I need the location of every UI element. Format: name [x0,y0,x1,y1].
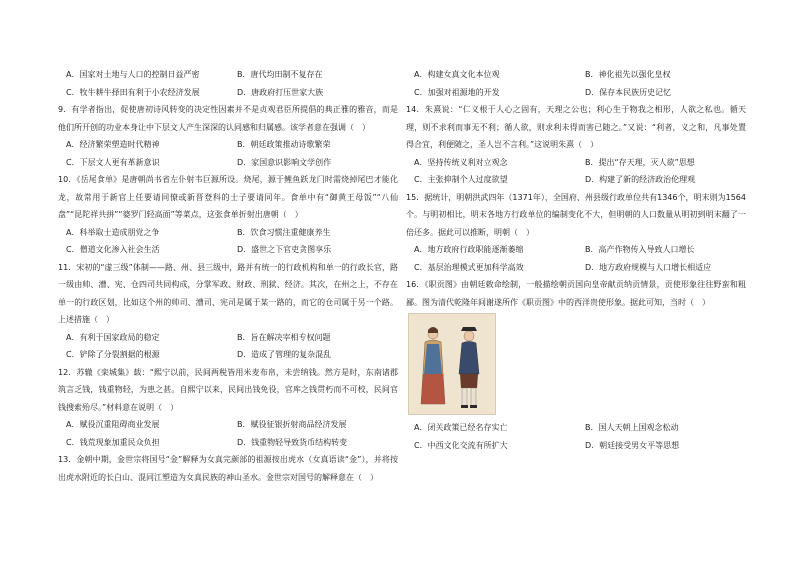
option-c[interactable]: C．中西文化交流有所扩大 [414,440,508,450]
question-16: 16．《职贡图》由朝廷敕命绘制，一般描绘朝贡国向皇帝献贡纳贡情景，贡使形象往往野蛮和粗鄙。图为清代乾隆年间谢遂所作《职贡图》中的西洋贵使形象。据此可知，当时（ ） [406,280,746,307]
right-column [406,66,746,454]
options-q15 [406,241,746,276]
option-a[interactable]: A．有利于国家政局的稳定 [66,332,160,342]
options-q11 [58,329,398,364]
option-a[interactable]: A．地方政府行政职能逐渐萎缩 [414,245,524,254]
options-q14 [406,154,746,189]
options-q16 [406,419,746,454]
option-a[interactable]: A．科举取士造成朋党之争 [66,227,160,237]
option-b[interactable]: B．朝廷政策推动诗歌繁荣 [237,140,331,149]
option-d[interactable]: D．保存本民族历史记忆 [585,87,672,97]
option-b[interactable]: B．唐代均田制不复存在 [237,70,323,79]
question-14: 14．朱熹说：“仁义根于人心之固有，天理之公也；利心生于物我之相形，人欲之私也。循天理，则不求利而事无不利；循人欲，则求利未得而害已随之。”又说：“利者，义之和，凡事处置得合宜，利便随之，圣人岂不言利。”这说明朱熹（ ） [406,105,746,149]
option-d[interactable]: D．盛世之下官吏贪图享乐 [237,245,332,254]
option-a[interactable]: A．闭关政策已经名存实亡 [414,423,508,432]
options-q13 [406,66,746,101]
option-c[interactable]: C．基层治理模式更加科学高效 [414,262,524,272]
option-c[interactable]: C．加强对祖源地的开发 [414,87,500,97]
option-b[interactable]: B．赋役征银折射商品经济发展 [237,420,347,429]
option-b[interactable]: B．饮食习惯注重健康养生 [237,227,331,237]
question-13: 13．金朝中期，金世宗将国号“金”解释为女真完颜部的祖源按出虎水（女真语读“金”），并将按出虎水附近的长白山、混同江塑造为女真民族的神山圣水。金世宗对国号的解释意在（ ） [58,455,398,482]
tribute-painting-image [408,313,496,415]
option-b[interactable]: B．提出“存天理，灭人欲”思想 [585,157,695,167]
option-c[interactable]: C．主张抑制个人过度欲望 [414,175,508,184]
option-d[interactable]: D．造成了管理的复杂混乱 [237,350,332,359]
option-b[interactable]: B．旨在解决宰相专权问题 [237,332,331,342]
question-12: 12．苏辙《栾城集》载：“熙宁以前，民间两税皆用米麦布帛，未尝纳钱。然方是时，东南诸郡筑言乏钱，钱重物轻，为患之甚。自熙宁以来，民间出钱免役，官库之钱贯朽而不可校，民间官钱搜索殆尽。”材料意在说明（ ） [58,367,398,412]
option-c[interactable]: C．铲除了分裂割据的根源 [66,350,160,359]
option-b[interactable]: B．神化祖先以强化皇权 [585,70,671,79]
options-q10 [58,224,398,259]
option-a[interactable]: A．国家对土地与人口的控制日益严密 [66,70,200,79]
option-b[interactable]: B．高产作物传入导致人口增长 [585,245,695,254]
question-9: 9．有学者指出，促使唐初诗风转变的决定性因素并不是贞观君臣所提倡的典正雅的雅音，而是他们所开创的功业本身让中下层文人产生深深的认同感和归属感。该学者意在强调（ ） [58,105,398,132]
option-a[interactable]: A．赋役沉重阻碍商业发展 [66,420,160,429]
option-d[interactable]: D．家国意识影响文学创作 [237,157,332,167]
option-d[interactable]: D．构建了新的经济政治伦理观 [585,175,696,184]
option-c[interactable]: C．下层文人更有革新意识 [66,157,160,167]
option-d[interactable]: D．钱重物轻导致货币结构转变 [237,437,348,447]
option-a[interactable]: A．构建女真文化本位观 [414,70,500,79]
option-c[interactable]: C．钱荒现象加重民众负担 [66,437,160,447]
option-d[interactable]: D．地方政府规模与人口增长相适应 [585,262,712,272]
option-b[interactable]: B．国人天朝上国观念松动 [585,423,679,432]
option-a[interactable]: A．坚持传统义利对立观念 [414,157,508,167]
option-c[interactable]: C．僧道文化渗入社会生活 [66,245,160,254]
option-a[interactable]: A．经济繁荣塑造时代精神 [66,140,160,149]
left-column [58,66,398,486]
option-d[interactable]: D．朝廷接受男女平等思想 [585,440,680,450]
option-c[interactable]: C．牧牛耕牛择田有利于小农经济发展 [66,87,200,97]
options-q8 [58,66,398,101]
options-q12 [58,416,398,451]
question-15: 15．据统计，明朝洪武四年（1371年），全国府、州县级行政单位共有1346个，明末则为1564个。与明初相比，明末各地方行政单位的编制变化不大，但明朝的人口数量从明初到明末翻了一倍还多。据此可以推断，明朝（ ） [406,192,746,237]
question-10: 10．《岳尾食单》是唐朝尚书省左仆射韦巨源所设。烧尾，源于鲤鱼跃龙门时需烧掉尾巴才能化龙，故常用于新官上任要请同僚或新晋登科的士子要请同年。食单中有“御黄王母饭”“八仙盘”“昆陀祥共拼”“婆罗门轻高面”等菜点，这张食单折射出唐朝（ ） [58,175,398,219]
question-11: 11．宋初的“虚三级”体制——路、州、县三级中，路并有统一的行政机构和单一的行政长官，路一级由帅、漕、宪、仓四司共同构成，分掌军政、财政、刑狱、经济。其次，在州之上，不存在单一的行政区划，比如这个州的帅司、漕司、宪司是属于某一路的，而它的仓司属于另一个路。上述措施（ ） [58,262,398,324]
options-q9 [58,136,398,171]
painting-figures [409,314,495,414]
option-d[interactable]: D．唐政府打压世家大族 [237,87,324,97]
